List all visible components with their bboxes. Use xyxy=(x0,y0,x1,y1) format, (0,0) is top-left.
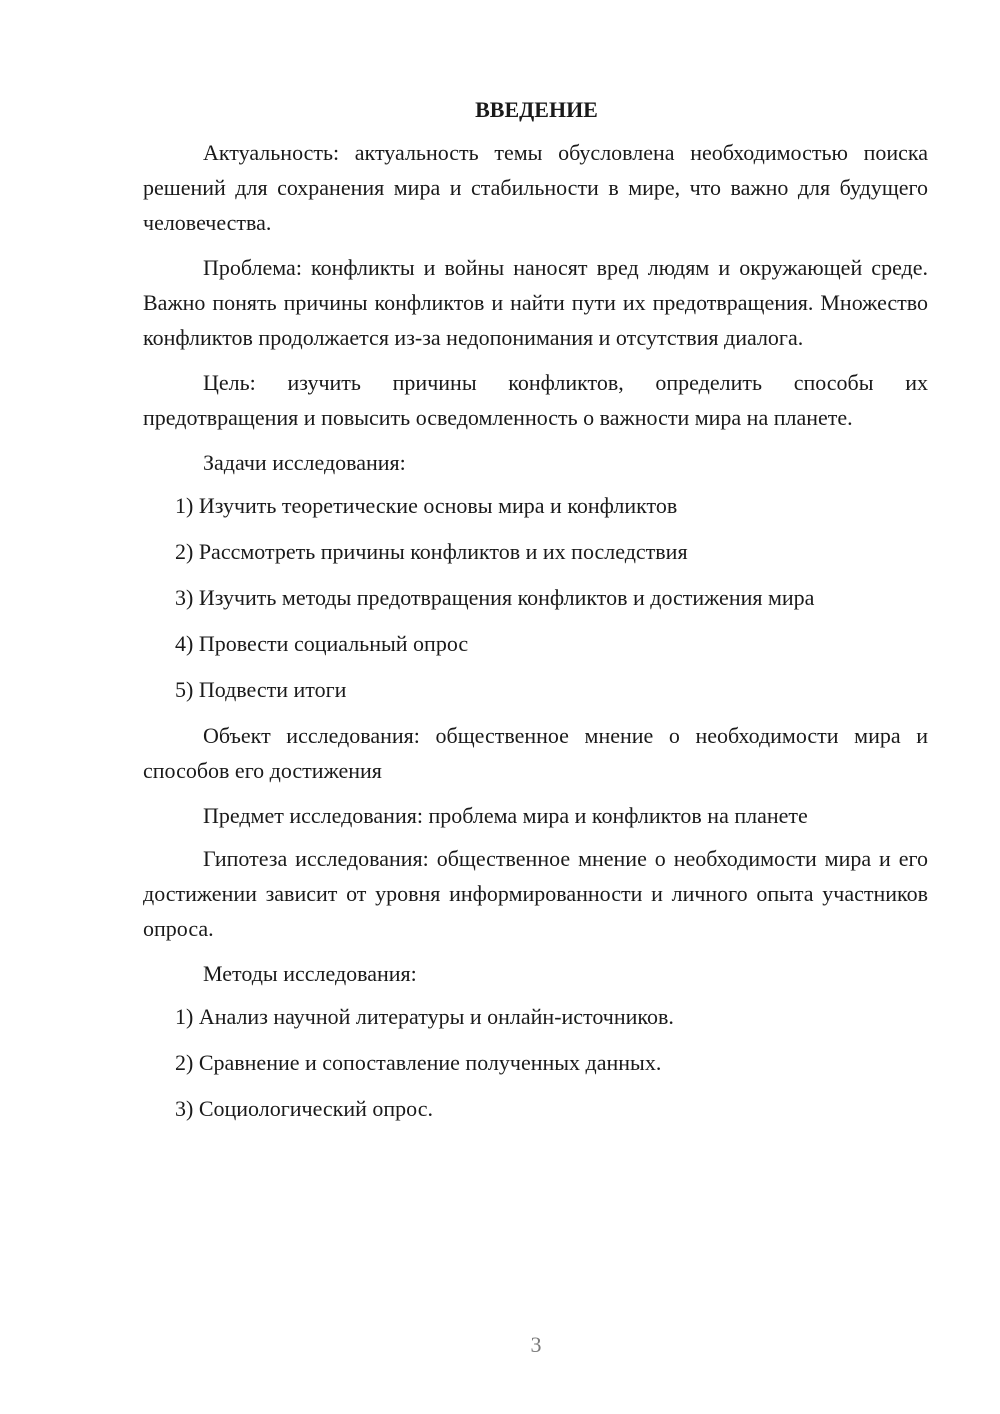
object-paragraph: Объект исследования: общественное мнение о необходимости мира и способов его достижения xyxy=(143,723,928,783)
task-item: 3) Изучить методы предотвращения конфликтов и достижения мира xyxy=(175,585,815,610)
section-title: ВВЕДЕНИЕ xyxy=(475,97,598,122)
relevance-paragraph: Актуальность: актуальность темы обусловлена необходимостью поиска решений для сохранения мира и стабильности в мире, что важно для будущего человечества. xyxy=(143,140,928,235)
methods-list xyxy=(143,999,928,1126)
method-item: 3) Социологический опрос. xyxy=(175,1096,433,1121)
document-page xyxy=(143,92,928,1137)
task-item: 1) Изучить теоретические основы мира и конфликтов xyxy=(175,493,678,518)
hypothesis-paragraph: Гипотеза исследования: общественное мнение о необходимости мира и его достижении зависит от уровня информированности и личного опыта участников опроса. xyxy=(143,846,928,941)
task-item: 2) Рассмотреть причины конфликтов и их последствия xyxy=(175,539,688,564)
tasks-heading: Задачи исследования: xyxy=(203,450,406,475)
method-item: 1) Анализ научной литературы и онлайн-источников. xyxy=(175,1004,674,1029)
task-item: 4) Провести социальный опрос xyxy=(175,631,469,656)
goal-paragraph: Цель: изучить причины конфликтов, определить способы их предотвращения и повысить осведомленность о важности мира на планете. xyxy=(143,370,928,430)
tasks-list xyxy=(143,488,928,707)
page-number: 3 xyxy=(530,1332,542,1357)
task-item: 5) Подвести итоги xyxy=(175,677,347,702)
methods-heading: Методы исследования: xyxy=(203,961,417,986)
subject-paragraph: Предмет исследования: проблема мира и конфликтов на планете xyxy=(203,803,808,828)
method-item: 2) Сравнение и сопоставление полученных данных. xyxy=(175,1050,662,1075)
problem-paragraph: Проблема: конфликты и войны наносят вред людям и окружающей среде. Важно понять причины конфликтов и найти пути их предотвращения. Множество конфликтов продолжается из-за недопонимания и отсутствия диалога. xyxy=(143,255,928,350)
